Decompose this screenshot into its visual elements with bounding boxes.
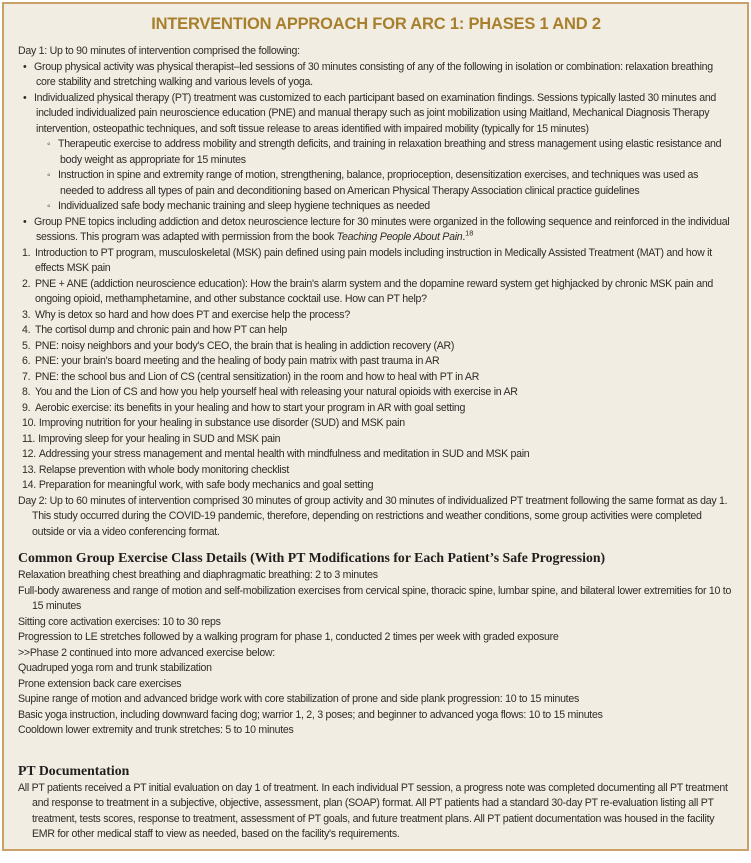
- text-segment: >>Phase 2 continued into more advanced exercise below:: [18, 646, 275, 659]
- content-line: [18, 308, 734, 324]
- text-segment: Teaching People About Pain: [336, 231, 463, 243]
- content-line: [18, 781, 734, 843]
- content-line: [18, 168, 734, 199]
- content-line: [18, 463, 734, 479]
- content-line: [18, 215, 734, 246]
- text-segment: PNE: the school bus and Lion of CS (central sensitization) in the room and how to heal with PT in AR: [35, 370, 480, 383]
- text-segment: PNE + ANE (addiction neuroscience education): How the brain's alarm system and the dopamine reward system get highjacked by chronic MSK pain and ongoing opioid, methamphetamine, and other substance cocktail use. How can PT help?: [35, 277, 714, 305]
- text-segment: Prone extension back care exercises: [18, 677, 182, 690]
- intervention-table: [2, 2, 749, 851]
- bullet-marker-icon: •: [23, 60, 27, 73]
- number-label: 1.: [22, 246, 31, 259]
- bullet-marker-icon: ◦: [47, 170, 51, 181]
- content-line: [18, 568, 734, 584]
- section-heading: [18, 550, 734, 566]
- text-segment: Group physical activity was physical therapist–led sessions of 30 minutes consisting of any of the following in isolation or combination: relaxation breathing core stability and stretching walking and various levels of yoga.: [34, 60, 713, 88]
- content-line: [18, 494, 734, 541]
- content-line: [18, 354, 734, 370]
- content-line: [18, 677, 734, 693]
- text-segment: You and the Lion of CS and how you help yourself heal with releasing your natural opioids with exercise in AR: [35, 386, 518, 398]
- text-segment: Progression to LE stretches followed by a walking program for phase 1, conducted 2 times per week with graded exposure: [18, 631, 559, 643]
- number-label: 13.: [22, 463, 36, 476]
- number-label: 3.: [22, 308, 31, 321]
- content-line: [18, 692, 734, 708]
- number-label: 5.: [22, 339, 31, 352]
- content-line: [18, 708, 734, 724]
- text-segment: Basic yoga instruction, including downward facing dog; warrior 1, 2, 3 poses; and beginner to advanced yoga flows: 10 to 15 minutes: [18, 708, 603, 721]
- number-label: 10.: [22, 417, 36, 429]
- bullet-marker-icon: ◦: [47, 139, 51, 150]
- content-line: [18, 661, 734, 677]
- text-segment: Introduction to PT program, musculoskeletal (MSK) pain defined using pain models including instruction in Medically Assisted Treatment (MAT) and how it effects MSK pain: [35, 246, 712, 274]
- text-segment: .: [462, 231, 466, 243]
- content-line: [18, 44, 734, 60]
- text-segment: Improving sleep for your healing in SUD and MSK pain: [38, 432, 281, 445]
- text-segment: Individualized physical therapy (PT) treatment was customized to each participant based on examination findings. Sessions typically lasted 30 minutes and included individualized pain neuroscience education (PNE) and manual therapy such as joint mobilization using Maitland, Mechanical Diagnosis Therapy intervention, osteopathic techniques, and soft tissue release to areas identified with impaired mobility (typically for 15 minutes): [34, 91, 717, 135]
- number-label: 7.: [22, 370, 31, 383]
- text-segment: Day 2: Up to 60 minutes of intervention comprised 30 minutes of group activity and 30 minutes of individualized PT treatment following the same format as day 1. This study occurred during the COVID-19 pandemic, therefore, depending on restrictions and weather conditions, some group activities were completed outside or via a video conferencing format.: [18, 494, 728, 538]
- text-segment: Why is detox so hard and how does PT and exercise help the process?: [35, 308, 350, 321]
- number-label: 8.: [22, 386, 31, 398]
- number-label: 2.: [22, 277, 31, 290]
- bullet-marker-icon: ◦: [47, 201, 51, 212]
- text-segment: Sitting core activation exercises: 10 to 30 reps: [18, 615, 221, 628]
- text-segment: The cortisol dump and chronic pain and how PT can help: [35, 324, 288, 336]
- text-segment: Relaxation breathing chest breathing and diaphragmatic breathing: 2 to 3 minutes: [18, 569, 378, 581]
- content-line: [18, 401, 734, 417]
- content-line: [18, 630, 734, 646]
- section-heading: [18, 763, 734, 779]
- text-segment: Common Group Exercise Class Details (With PT Modifications for Each Patient’s Safe Progression): [18, 550, 606, 565]
- content-line: [18, 646, 734, 662]
- content-line: [18, 723, 734, 739]
- text-segment: Aerobic exercise: its benefits in your healing and how to start your program in AR with goal setting: [35, 401, 466, 414]
- content-line: [18, 137, 734, 168]
- text-segment: Therapeutic exercise to address mobility and strength deficits, and training in relaxation breathing and stress management using elastic resistance and body weight as appropriate for 15 minutes: [58, 138, 722, 166]
- content-line: [18, 416, 734, 432]
- text-segment: Addressing your stress management and mental health with mindfulness and meditation in SUD and MSK pain: [38, 448, 530, 460]
- content-line: [18, 432, 734, 448]
- text-segment: All PT patients received a PT initial evaluation on day 1 of treatment. In each individual PT session, a progress note was completed documenting all PT treatment and response to treatment in a subjective, objective, assessment, plan (SOAP) format. All PT patients had a standard 30-day PT re-evaluation listing all PT treatment, tests scores, response to treatment, assessment of PT goals, and future treatment plans. All PT patient documentation was housed in the facility EMR for other medical staff to view as needed, based on the facility's requirements.: [18, 781, 728, 840]
- text-segment: Instruction in spine and extremity range of motion, strengthening, balance, proprioception, desensitization exercises, and techniques was used as needed to address all types of pain and deconditioning based on American Physical Therapy Association clinical practice guidelines: [58, 169, 699, 197]
- content-line: [18, 91, 734, 138]
- content-line: [18, 323, 734, 339]
- number-label: 9.: [22, 401, 31, 414]
- text-segment: Improving nutrition for your healing in substance use disorder (SUD) and MSK pain: [38, 417, 405, 429]
- number-label: 6.: [22, 355, 31, 367]
- content-line: [18, 447, 734, 463]
- text-segment: Relapse prevention with whole body monitoring checklist: [38, 463, 290, 476]
- text-segment: Individualized safe body mechanic training and sleep hygiene techniques as needed: [58, 200, 430, 212]
- number-label: 11.: [22, 432, 36, 445]
- number-label: 4.: [22, 324, 31, 336]
- content-line: [18, 277, 734, 308]
- number-label: 14.: [22, 479, 36, 491]
- content-line: [18, 199, 734, 215]
- text-segment: Supine range of motion and advanced bridge work with core stabilization of prone and side plank progression: 10 to 15 minutes: [18, 693, 579, 705]
- text-segment: PNE: noisy neighbors and your body's CEO, the brain that is healing in addiction recovery (AR): [35, 339, 455, 352]
- content-line: [18, 370, 734, 386]
- text-segment: 18: [465, 228, 474, 238]
- content-line: [18, 615, 734, 631]
- text-segment: Preparation for meaningful work, with safe body mechanics and goal setting: [38, 479, 374, 491]
- text-segment: Day 1: Up to 90 minutes of intervention comprised the following:: [18, 45, 300, 57]
- content-line: [18, 584, 734, 615]
- content-line: [18, 60, 734, 91]
- number-label: 12.: [22, 448, 36, 460]
- text-segment: PNE: your brain's board meeting and the healing of body pain matrix with past trauma in AR: [35, 355, 440, 367]
- text-segment: Quadruped yoga rom and trunk stabilization: [18, 662, 212, 674]
- content-line: [18, 339, 734, 355]
- text-segment: Full-body awareness and range of motion and self-mobilization exercises from cervical spine, thoracic spine, lumbar spine, and bilateral lower extremities for 10 to 15 minutes: [18, 584, 732, 612]
- text-segment: PT Documentation: [18, 762, 130, 778]
- bullet-marker-icon: •: [23, 215, 27, 228]
- text-segment: Group PNE topics including addiction and detox neuroscience lecture for 30 minutes were organized in the following sequence and reinforced in the individual sessions. This program was adapted with permission from the book: [34, 215, 730, 243]
- content-line: [18, 385, 734, 401]
- content-line: [18, 246, 734, 277]
- content-line: [18, 478, 734, 494]
- table-title: INTERVENTION APPROACH FOR ARC 1: PHASES 1 AND 2: [151, 15, 601, 33]
- text-segment: Cooldown lower extremity and trunk stretches: 5 to 10 minutes: [18, 724, 294, 736]
- bullet-marker-icon: •: [23, 91, 27, 104]
- table-content: [18, 44, 734, 843]
